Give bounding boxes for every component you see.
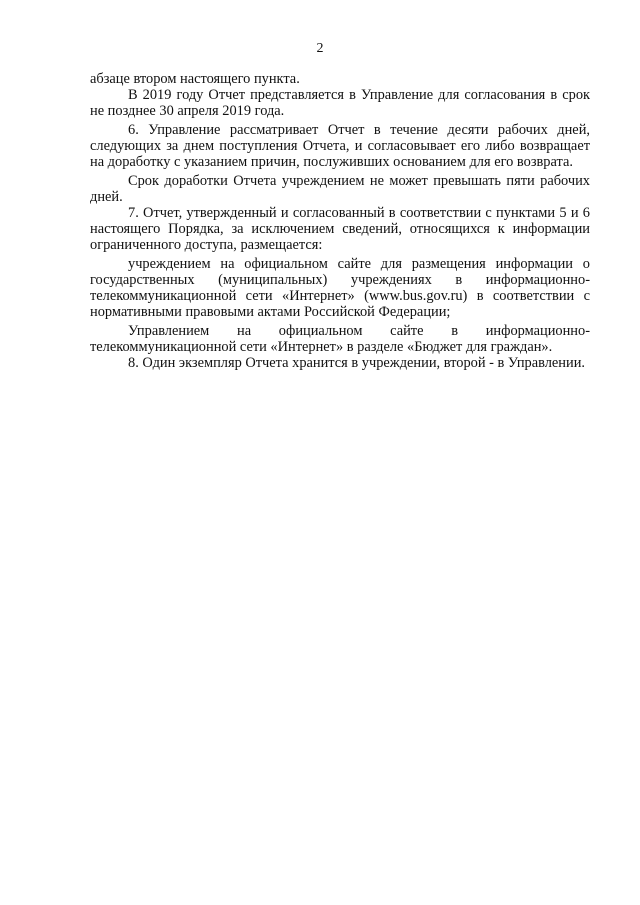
paragraph-revision-term: Срок доработки Отчета учреждением не может превышать пяти рабочих дней.: [90, 173, 590, 205]
document-body: [90, 71, 590, 371]
paragraph-item-7: 7. Отчет, утвержденный и согласованный в соответствии с пунктами 5 и 6 настоящего Порядка, за исключением сведений, относящихся к информации ограниченного доступа, размещается:: [90, 205, 590, 253]
paragraph-department-posting: Управлением на официальном сайте в информационно-телекоммуникационной сети «Интернет» в разделе «Бюджет для граждан».: [90, 323, 590, 355]
paragraph-continuation: абзаце втором настоящего пункта.: [90, 71, 300, 87]
paragraph-item-8: 8. Один экземпляр Отчета хранится в учреждении, второй - в Управлении.: [128, 355, 586, 371]
paragraph-institution-posting: учреждением на официальном сайте для размещения информации о государственных (муниципальных) учреждениях в информационно-телекоммуникационной сети «Интернет» (www.bus.gov.ru) в соответствии с нормативными правовыми актами Российской Федерации;: [90, 256, 590, 320]
paragraph-submission-deadline: В 2019 году Отчет представляется в Управление для согласования в срок не позднее 30 апреля 2019 года.: [90, 87, 590, 119]
page-number: 2: [316, 41, 324, 56]
paragraph-item-6: 6. Управление рассматривает Отчет в течение десяти рабочих дней, следующих за днем поступления Отчета, и согласовывает его либо возвращает на доработку с указанием причин, послуживших основанием для его возврата.: [90, 122, 590, 170]
